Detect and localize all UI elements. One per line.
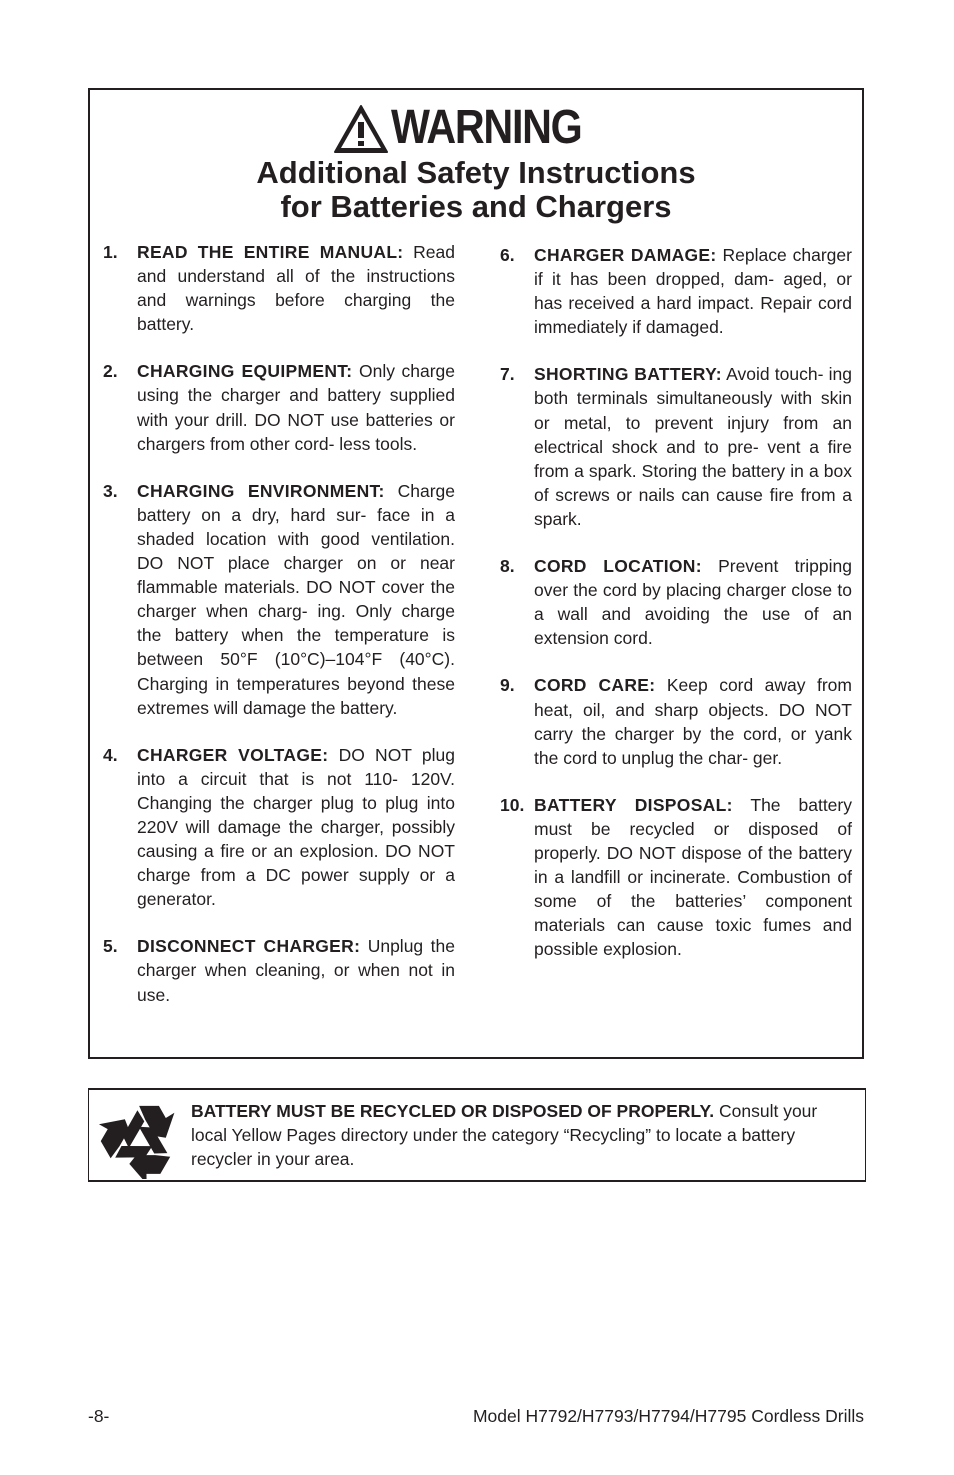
item-label: CORD CARE: [534, 675, 656, 696]
item-text [534, 243, 852, 339]
list-item [500, 362, 852, 531]
page-number: -8- [88, 1406, 110, 1426]
item-body: Keep cord away from heat, oil, and sharp objects. DO NOT carry the charger by the cord, or yank the cord to unplug the char- ger. [534, 675, 852, 768]
recycle-icon [97, 1093, 183, 1179]
item-label: CHARGING EQUIPMENT: [137, 361, 353, 382]
list-item [103, 479, 455, 720]
item-number: 8. [500, 556, 515, 577]
item-number: 9. [500, 675, 515, 696]
instructions-left-column [103, 240, 455, 1007]
recycle-notice [88, 1088, 866, 1182]
warning-header [90, 100, 862, 156]
item-number: 7. [500, 364, 515, 385]
item-text [534, 673, 852, 769]
item-body: Charge battery on a dry, hard sur- face in a shaded location with good ventilation. DO NOT place charger on or near flammable materials. DO NOT cover the charger when charg- ing. Only charge the battery when the temperature is between 50°F (10°C)–104°F (40°C). Charging in temperatures beyond these extremes will damage the battery. [137, 480, 455, 718]
item-label: BATTERY DISPOSAL: [534, 794, 733, 815]
list-item [500, 243, 852, 339]
item-text [534, 554, 852, 650]
item-number: 3. [103, 480, 118, 501]
title-line-2: for Batteries and Chargers [280, 189, 672, 224]
item-number: 1. [103, 242, 118, 262]
item-number: 10. [500, 794, 525, 815]
item-label: CHARGER VOLTAGE: [137, 744, 329, 765]
list-item [103, 240, 455, 336]
item-number: 4. [103, 744, 118, 765]
item-text [137, 359, 455, 455]
warning-triangle-icon [333, 104, 389, 154]
item-body: Prevent tripping over the cord by placing charger close to a wall and avoiding the use of an extension cord. [534, 556, 852, 649]
warning-box [88, 88, 864, 1059]
item-label: CORD LOCATION: [534, 556, 702, 577]
list-item [103, 934, 455, 1006]
item-label: CHARGER DAMAGE: [534, 245, 717, 265]
list-item [103, 359, 455, 455]
item-text [137, 934, 455, 1006]
item-label: CHARGING ENVIRONMENT: [137, 480, 385, 501]
item-text [534, 362, 852, 531]
item-number: 2. [103, 361, 118, 382]
list-item [500, 554, 852, 650]
item-text [534, 793, 852, 962]
item-text [137, 743, 455, 912]
item-text [137, 479, 455, 720]
list-item [500, 793, 852, 962]
item-label: DISCONNECT CHARGER: [137, 936, 361, 957]
title-line-1: Additional Safety Instructions [256, 155, 696, 190]
item-number: 5. [103, 936, 118, 957]
item-body: Unplug the charger when cleaning, or when not in use. [137, 936, 455, 1005]
item-body: Read and understand all of the instructions and warnings before charging the battery. [137, 242, 455, 335]
recycle-bold: BATTERY MUST BE RECYCLED OR DISPOSED OF PROPERLY. [191, 1101, 715, 1121]
instructions-right-column [500, 243, 852, 961]
item-label: READ THE ENTIRE MANUAL: [137, 242, 404, 262]
page-title [90, 156, 862, 224]
warning-heading: WARNING [391, 101, 582, 154]
item-body: Replace charger if it has been dropped, dam- aged, or has received a hard impact. Repair cord immediately if damaged. [534, 245, 852, 338]
model-footer: Model H7792/H7793/H7794/H7795 Cordless Drills [472, 1406, 864, 1426]
item-body: The battery must be recycled or disposed of properly. DO NOT dispose of the battery in a landfill or incinerate. Combustion of some of the batteries’ component materials can cause toxic fumes and possible explosion. [534, 794, 852, 960]
recycle-body: Consult your local Yellow Pages directory under the category “Recycling” to locate a battery recycler in your area. [191, 1101, 818, 1170]
item-body: Avoid touch- ing both terminals simultaneously with skin or metal, to prevent injury from an electrical shock and to pre- vent a fire from a spark. Storing the battery in a box of screws or nails can cause fire from a spark. [534, 364, 852, 529]
item-body: Only charge using the charger and battery supplied with your drill. DO NOT use batteries or chargers from other cord- less tools. [137, 361, 455, 454]
recycle-text [191, 1099, 855, 1172]
item-label: SHORTING BATTERY: [534, 364, 722, 385]
list-item [103, 743, 455, 912]
item-body: DO NOT plug into a circuit that is not 110- 120V. Changing the charger plug to plug into 220V will damage the charger, possibly causing a fire or an explosion. DO NOT charge from a DC power supply or a generator. [137, 744, 455, 910]
item-number: 6. [500, 245, 515, 265]
list-item [500, 673, 852, 769]
item-text [137, 240, 455, 336]
